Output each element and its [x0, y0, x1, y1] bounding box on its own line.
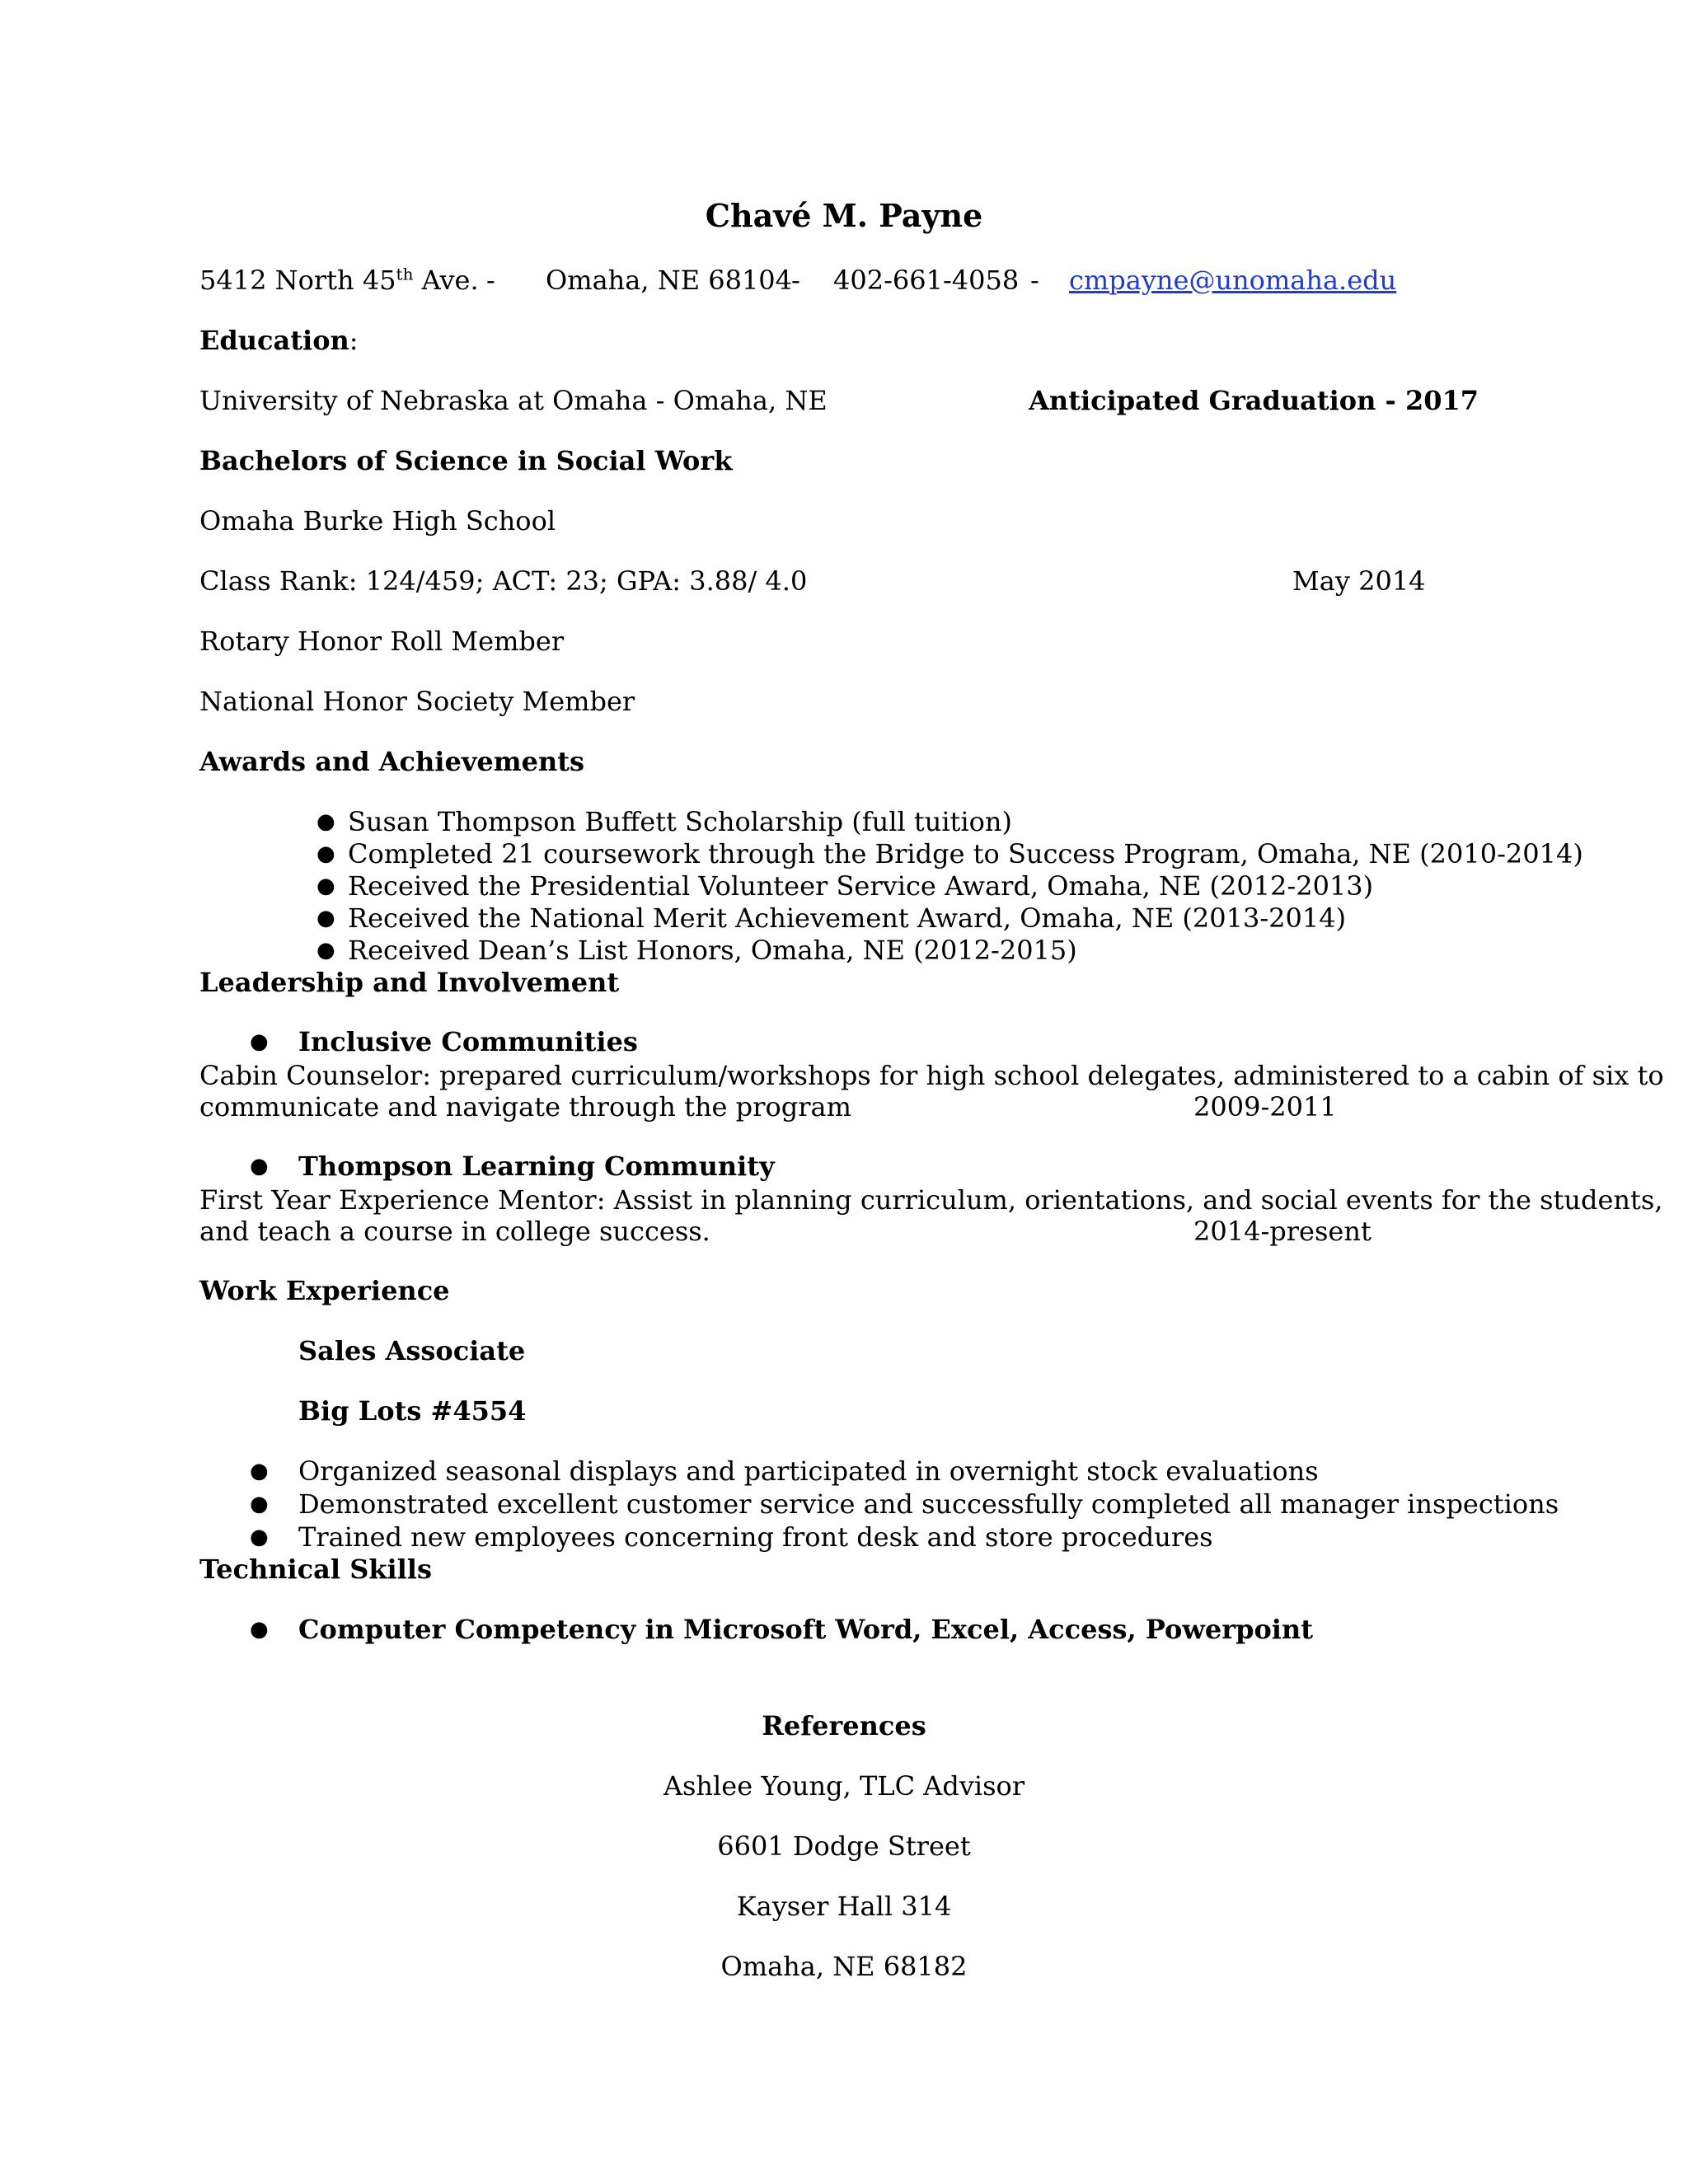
org1-description-line2: communicate and navigate through the program [199, 1091, 851, 1122]
award-item: Susan Thompson Buffett Scholarship (full tuition) [348, 806, 1012, 837]
work-item: Demonstrated excellent customer service and successfully completed all manager inspections [298, 1488, 1559, 1520]
org2-description-line2: and teach a course in college success. [199, 1216, 710, 1247]
degree: Bachelors of Science in Social Work [199, 445, 733, 476]
email-address[interactable]: cmpayne@unomaha.edu [1069, 265, 1397, 296]
phone: 402-661-4058 [833, 265, 1020, 296]
bullet-icon: ● [250, 1492, 269, 1516]
address-ordinal: th [396, 264, 414, 284]
awards-heading: Awards and Achievements [199, 746, 585, 777]
bullet-icon: ● [250, 1525, 269, 1549]
org2-description-line1: First Year Experience Mentor: Assist in planning curriculum, orientations, and social events for the students, [199, 1184, 1663, 1216]
honor-roll: Rotary Honor Roll Member [199, 626, 565, 657]
org-inclusive-communities: Inclusive Communities [298, 1026, 638, 1057]
reference-line: Omaha, NE 68182 [720, 1951, 968, 1982]
bullet-icon: ● [316, 938, 335, 963]
address-suffix: Ave. [413, 265, 479, 296]
bullet-icon: ● [250, 1459, 269, 1483]
bullet-icon: ● [250, 1154, 269, 1179]
work-item: Trained new employees concerning front desk and store procedures [298, 1521, 1213, 1553]
resume-name: Chavé M. Payne [705, 197, 983, 234]
email-link[interactable] [1069, 264, 1396, 297]
reference-line: 6601 Dodge Street [717, 1830, 971, 1862]
skills-heading: Technical Skills [199, 1554, 432, 1585]
reference-line: Kayser Hall 314 [736, 1891, 952, 1922]
separator: - [791, 265, 800, 296]
award-item: Received Dean’s List Honors, Omaha, NE (2012-2015) [348, 935, 1077, 966]
bullet-icon: ● [250, 1029, 269, 1054]
references-heading: References [762, 1710, 926, 1741]
work-item: Organized seasonal displays and participated in overnight stock evaluations [298, 1455, 1319, 1487]
award-item: Received the National Merit Achievement Award, Omaha, NE (2013-2014) [348, 902, 1347, 934]
bullet-icon: ● [316, 874, 335, 898]
job-title: Sales Associate [298, 1335, 526, 1366]
org1-date: 2009-2011 [1193, 1091, 1337, 1122]
high-school-date: May 2014 [1292, 565, 1426, 597]
bullet-icon: ● [316, 906, 335, 930]
university: University of Nebraska at Omaha - Omaha, NE [199, 385, 828, 416]
high-school: Omaha Burke High School [199, 505, 556, 537]
leadership-heading: Leadership and Involvement [199, 967, 620, 998]
bullet-icon: ● [316, 841, 335, 866]
org2-date: 2014-present [1193, 1216, 1372, 1247]
employer: Big Lots #4554 [298, 1395, 527, 1427]
bullet-icon: ● [250, 1617, 269, 1642]
reference-line: Ashlee Young, TLC Advisor [663, 1770, 1025, 1802]
org-thompson-learning-community: Thompson Learning Community [298, 1151, 775, 1182]
bullet-icon: ● [316, 809, 335, 834]
honor-society: National Honor Society Member [199, 686, 635, 717]
address-street: 5412 North 45 [199, 265, 396, 296]
class-rank: Class Rank: 124/459; ACT: 23; GPA: 3.88/ 4.0 [199, 565, 808, 597]
separator: - [486, 265, 495, 296]
award-item: Completed 21 coursework through the Bridge to Success Program, Omaha, NE (2010-2014) [348, 838, 1583, 869]
separator: - [1030, 265, 1039, 296]
education-heading-colon: : [349, 325, 359, 356]
education-heading-text: Education [199, 325, 349, 356]
org1-description-line1: Cabin Counselor: prepared curriculum/workshops for high school delegates, administered to a cabin of six to [199, 1060, 1664, 1091]
work-heading: Work Experience [199, 1275, 450, 1306]
graduation-date: Anticipated Graduation - 2017 [1029, 385, 1479, 416]
skill-item: Computer Competency in Microsoft Word, Excel, Access, Powerpoint [298, 1614, 1313, 1645]
address [199, 264, 479, 297]
city-zip: Omaha, NE 68104 [546, 265, 793, 296]
award-item: Received the Presidential Volunteer Service Award, Omaha, NE (2012-2013) [348, 870, 1374, 902]
education-heading [199, 324, 359, 357]
